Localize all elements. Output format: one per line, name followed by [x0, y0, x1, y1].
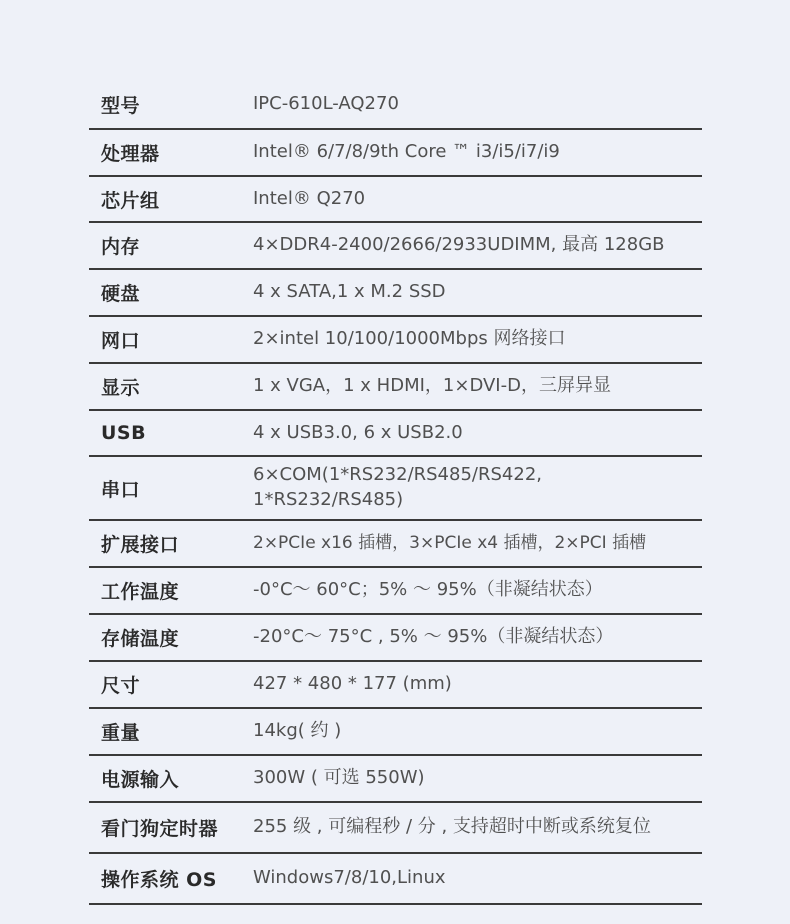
spec-label: 尺寸 [101, 675, 141, 697]
spec-label: 型号 [101, 95, 141, 117]
spec-label: 操作系统 OS [101, 869, 217, 891]
spec-value: -20°C～ 75°C , 5% ～ 95%（非凝结状态） [253, 626, 614, 648]
spec-row-expansion [89, 521, 702, 568]
spec-row-display [89, 364, 702, 411]
spec-row-model [89, 81, 702, 130]
spec-value: -0°C～ 60°C；5% ～ 95%（非凝结状态） [253, 579, 603, 601]
spec-value: 427 * 480 * 177 (mm) [253, 673, 452, 695]
spec-row-processor [89, 130, 702, 177]
spec-label: 工作温度 [101, 581, 180, 603]
spec-label: 处理器 [101, 143, 160, 165]
spec-value: 4×DDR4-2400/2666/2933UDIMM, 最高 128GB [253, 234, 665, 256]
spec-label: 存储温度 [101, 628, 180, 650]
spec-value: 255 级 , 可编程秒 / 分 , 支持超时中断或系统复位 [253, 816, 651, 838]
spec-value: IPC-610L-AQ270 [253, 93, 399, 115]
spec-row-watchdog [89, 803, 702, 854]
spec-label: 串口 [101, 478, 141, 501]
spec-row-power [89, 756, 702, 803]
spec-value: 2×intel 10/100/1000Mbps 网络接口 [253, 328, 566, 350]
spec-value: 6×COM(1*RS232/RS485/RS422, 1*RS232/RS485) [253, 464, 542, 510]
spec-row-serial [89, 457, 702, 521]
spec-row-storage-temp [89, 615, 702, 662]
spec-value: Intel® 6/7/8/9th Core ™ i3/i5/i7/i9 [253, 141, 560, 163]
spec-row-network [89, 317, 702, 364]
spec-value: 1 x VGA，1 x HDMI，1×DVI-D，三屏异显 [253, 375, 611, 397]
spec-value: 300W ( 可选 550W) [253, 767, 425, 789]
spec-row-storage [89, 270, 702, 317]
spec-label: 看门狗定时器 [101, 818, 219, 840]
spec-label: 显示 [101, 377, 141, 399]
spec-label: 网口 [101, 330, 141, 352]
spec-label: 重量 [101, 722, 141, 744]
spec-row-operating-temp [89, 568, 702, 615]
spec-table [89, 81, 702, 905]
spec-value: 4 x USB3.0, 6 x USB2.0 [253, 421, 463, 443]
spec-value: Windows7/8/10,Linux [253, 867, 446, 889]
spec-row-memory [89, 223, 702, 270]
spec-row-chipset [89, 177, 702, 223]
spec-label: 内存 [101, 236, 141, 258]
spec-label: 芯片组 [101, 189, 160, 212]
spec-value: 2×PCIe x16 插槽，3×PCIe x4 插槽，2×PCI 插槽 [253, 532, 647, 553]
spec-row-os [89, 854, 702, 905]
spec-row-dimensions [89, 662, 702, 709]
spec-row-usb [89, 411, 702, 457]
spec-value: 14kg( 约 ) [253, 720, 342, 742]
spec-row-weight [89, 709, 702, 756]
spec-label: USB [101, 422, 147, 444]
spec-label: 硬盘 [101, 283, 141, 305]
spec-label: 电源输入 [101, 769, 180, 791]
spec-value: Intel® Q270 [253, 187, 366, 209]
spec-value: 4 x SATA,1 x M.2 SSD [253, 281, 446, 303]
spec-label: 扩展接口 [101, 534, 180, 556]
